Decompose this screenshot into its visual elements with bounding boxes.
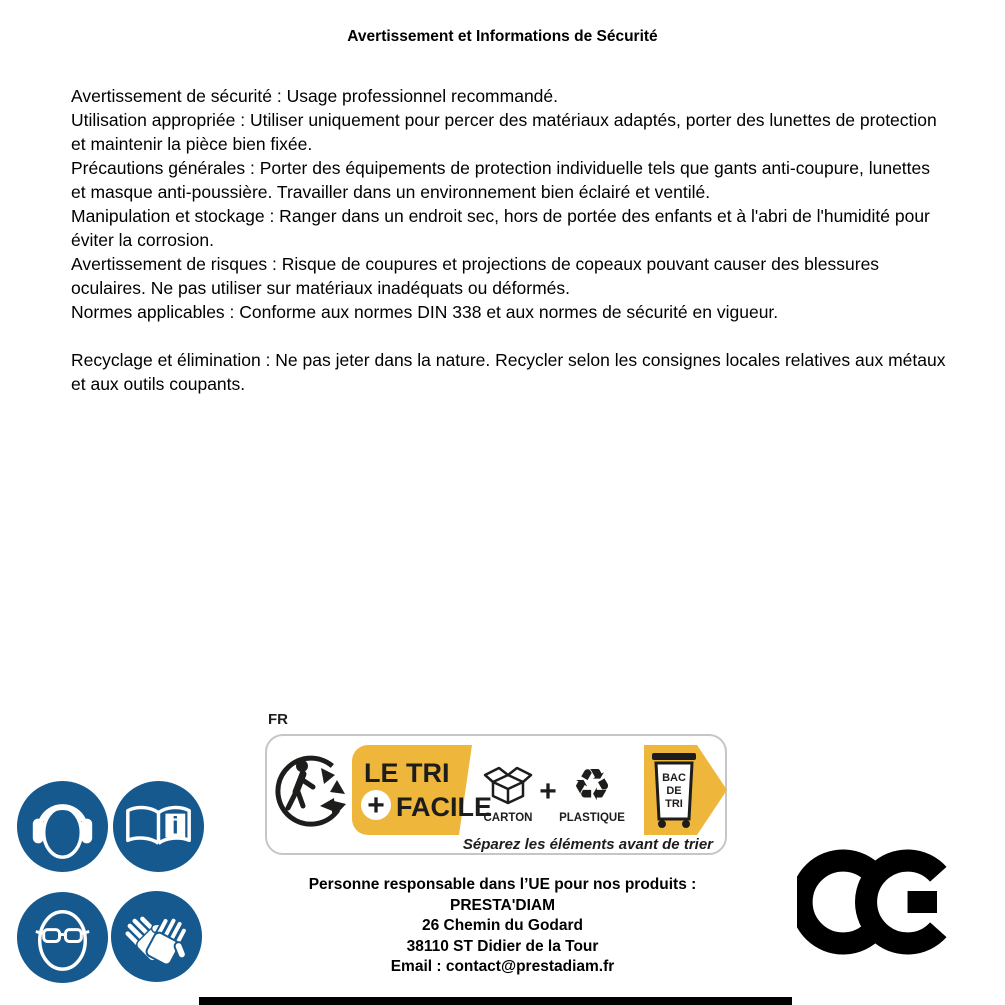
info-tri-banner [265,734,727,855]
ce-marking-icon [797,845,949,959]
safety-text-block [71,84,947,396]
bin-label-de: DE [666,785,682,797]
plastique-label: PLASTIQUE [559,812,625,824]
le-tri-label: LE TRI [364,758,450,788]
responsible-intro: Personne responsable dans l’UE pour nos produits : [308,876,697,893]
safety-paragraph: Avertissement de sécurité : Usage professionnel recommandé. [71,86,559,106]
safety-paragraph: Utilisation appropriée : Utiliser uniquement pour percer des matériaux adaptés, porter des lunettes de protection et maintenir la pièce bien fixée. [71,110,937,154]
safety-paragraph: Précautions générales : Porter des équipements de protection individuelle tels que gants anti-coupure, lunettes et masque anti-poussière. Travailler dans un environnement bien éclairé et ventilé. [71,158,931,202]
bin-label-bac: BAC [662,772,686,784]
company-name: PRESTA'DIAM [449,896,555,914]
recycling-paragraph: Recyclage et élimination : Ne pas jeter dans la nature. Recycler selon les consignes locales relatives aux métaux et aux outils coupants. [71,350,946,394]
manual-info-letter: i [172,812,179,840]
address-street: 26 Chemin du Godard [421,917,584,935]
cropped-black-bar [199,997,792,1005]
safety-paragraph: Normes applicables : Conforme aux normes DIN 338 et aux normes de sécurité en vigueur. [71,302,779,322]
triman-icon [275,744,355,840]
plus-icon: + [367,789,385,822]
materials-plus-icon: + [539,775,557,808]
sorting-bin-icon [652,753,696,828]
contact-email: Email : contact@prestadiam.fr [390,958,615,976]
read-instruction-manual-icon [111,779,206,874]
facile-label: FACILE [396,792,493,822]
page-title: Avertissement et Informations de Sécurité [347,28,658,45]
sorting-tagline: Séparez les éléments avant de trier [462,836,713,853]
carton-label: CARTON [483,812,533,824]
safety-paragraph: Avertissement de risques : Risque de coupures et projections de copeaux pouvant causer des blessures oculaires. Ne pas utiliser sur matériaux inadéquats ou déformés. [71,254,880,298]
recycle-triangle-icon: ♻ [572,761,612,810]
address-city: 38110 ST Didier de la Tour [406,937,599,955]
fr-country-label: FR [268,711,288,728]
le-tri-facile-band [352,745,727,835]
bin-label-tri: TRI [665,798,683,810]
wear-ear-protection-icon [15,779,110,874]
safety-paragraph: Manipulation et stockage : Ranger dans un endroit sec, hors de portée des enfants et à l'abri de l'humidité pour éviter la corrosion. [71,206,930,250]
